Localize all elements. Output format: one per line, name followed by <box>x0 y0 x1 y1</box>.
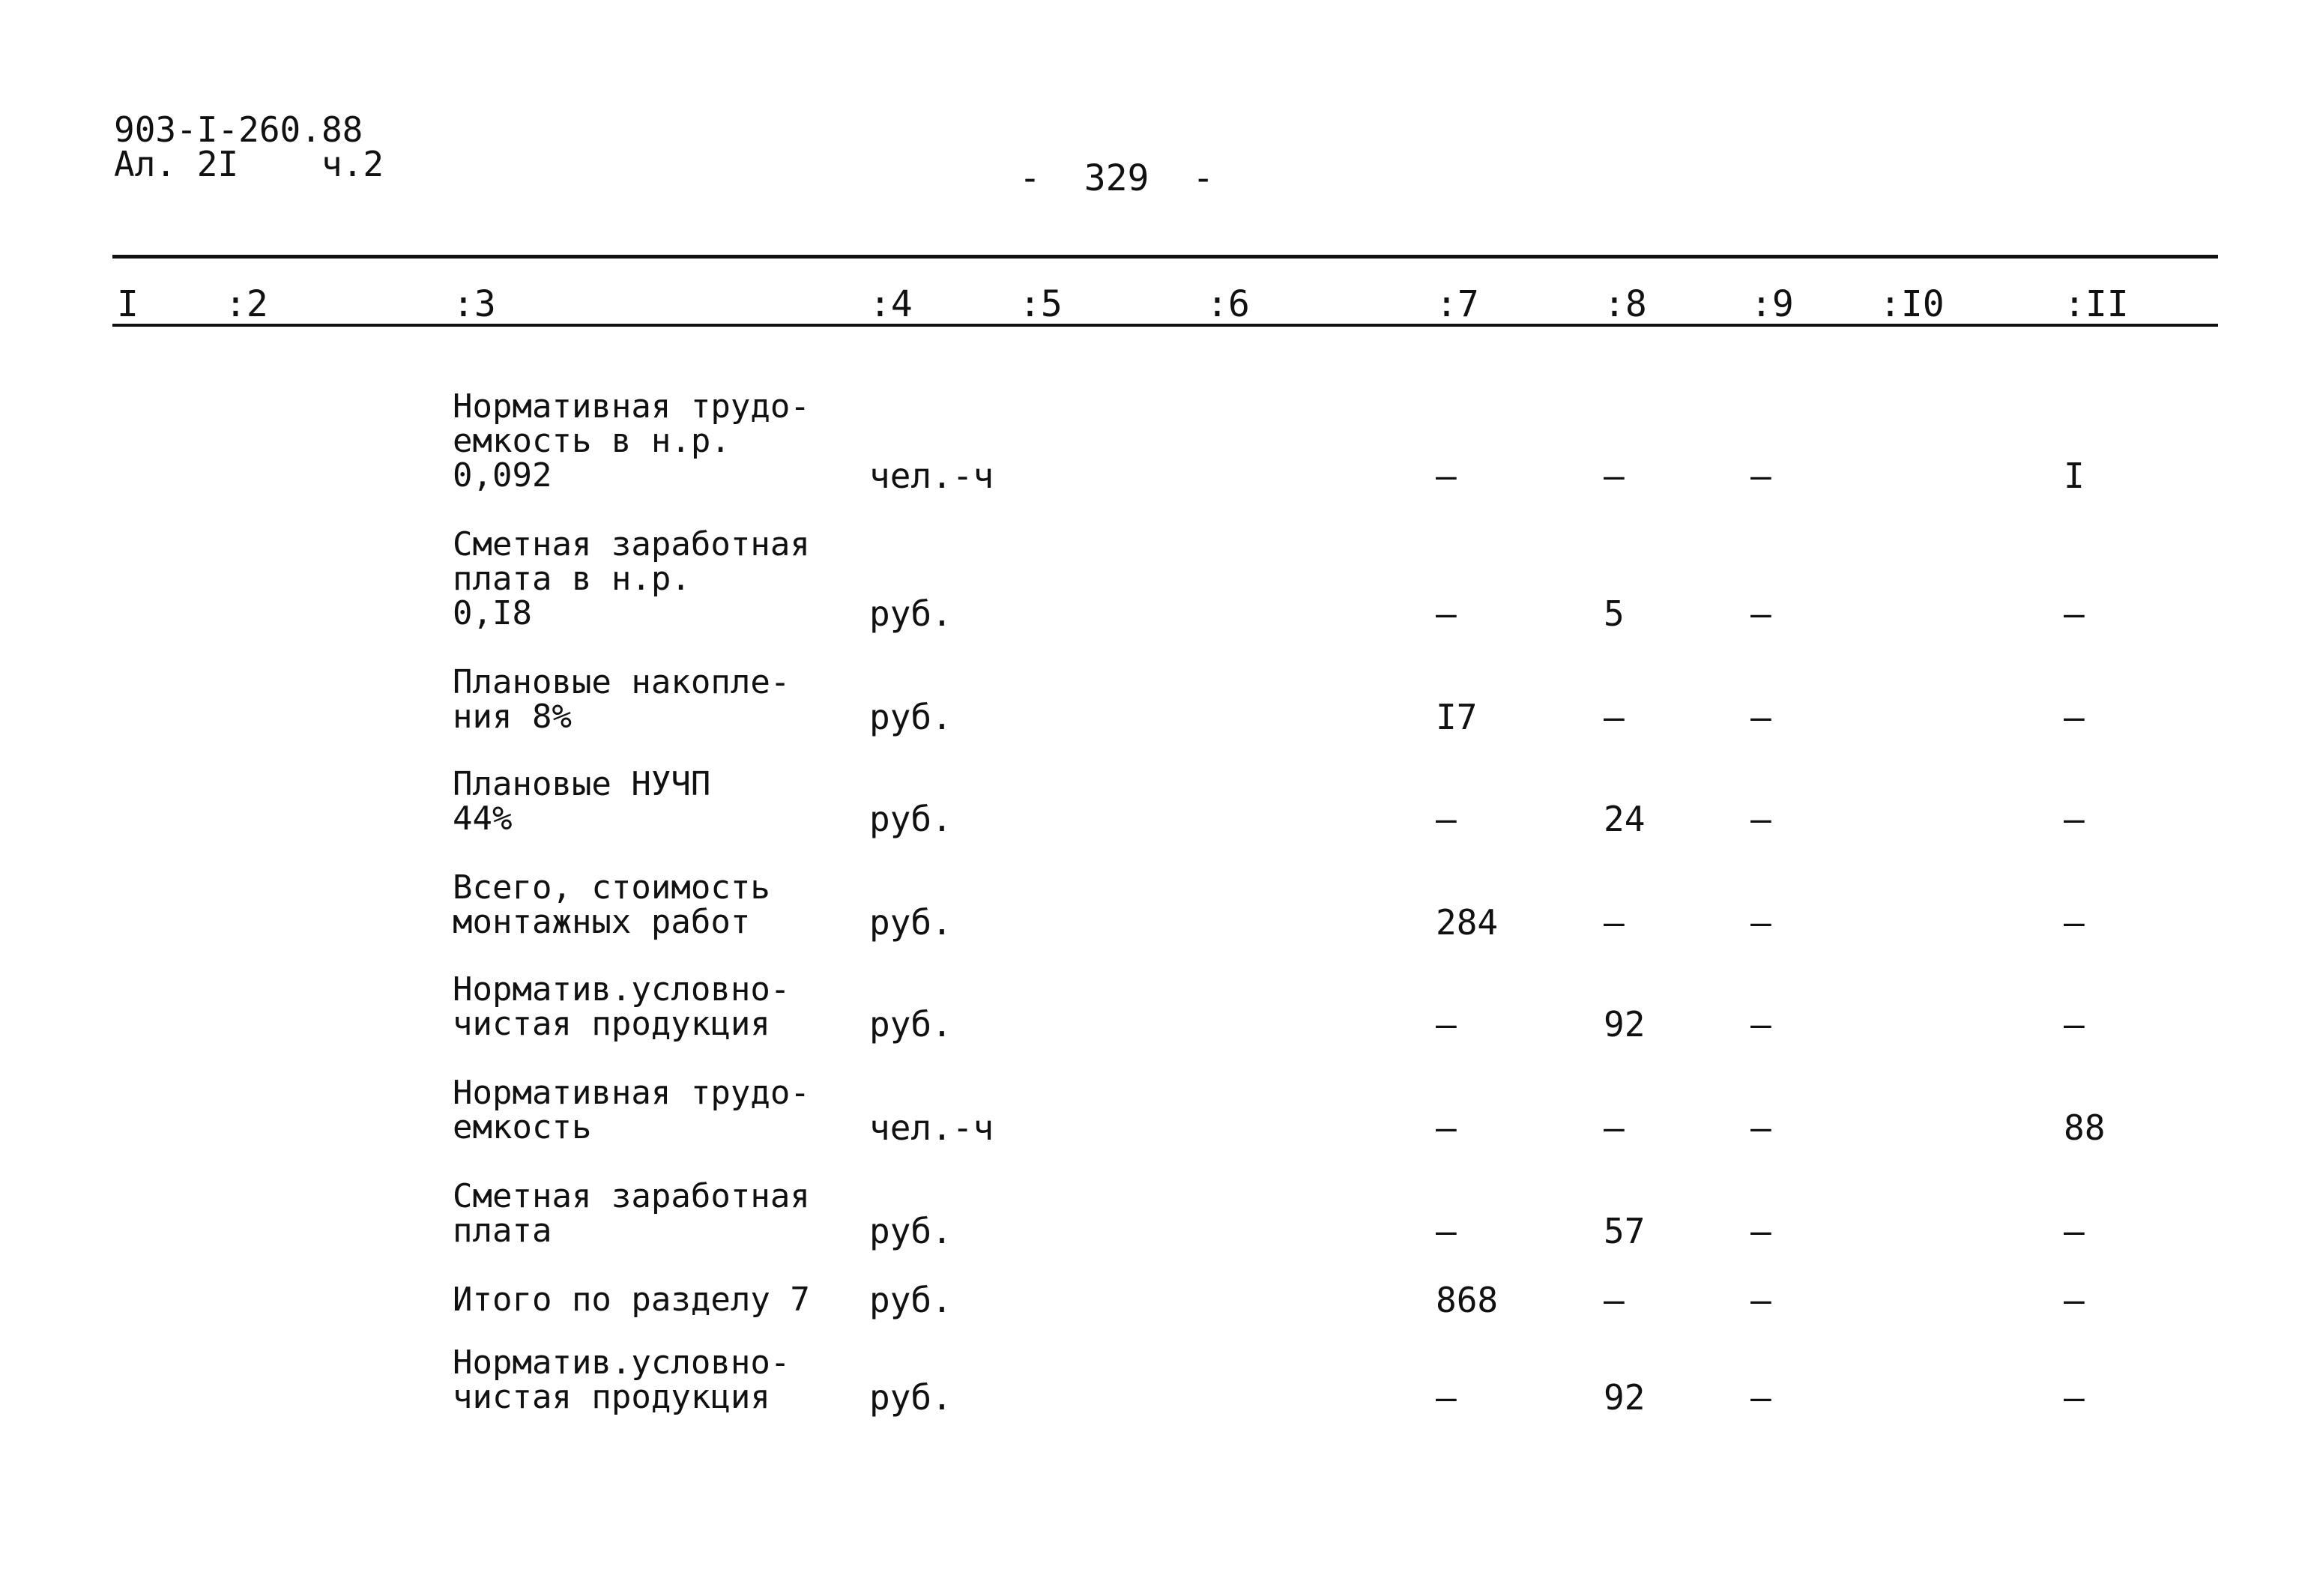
row-col11: – <box>2064 1280 2085 1320</box>
row-col9: – <box>1750 593 1771 634</box>
col-header-6: :6 <box>1206 283 1250 325</box>
row-col8: – <box>1604 456 1625 496</box>
row-col9: – <box>1750 697 1771 737</box>
row-col11: – <box>2064 1004 2085 1045</box>
page-number: - 329 - <box>1019 157 1215 199</box>
row-description: Всего, стоимость монтажных работ <box>453 868 770 941</box>
row-col11: – <box>2064 1377 2085 1418</box>
row-description: Плановые накопле- ния 8% <box>453 663 791 736</box>
row-col8: – <box>1604 697 1625 737</box>
row-col7: – <box>1436 593 1457 634</box>
sheet-line: Ал. 2I ч.2 <box>114 144 384 184</box>
col-header-3: :3 <box>453 283 496 325</box>
doc-code-line: 903-I-260.88 <box>114 109 363 150</box>
row-col7: – <box>1436 1004 1457 1045</box>
row-col7: – <box>1436 1107 1457 1148</box>
row-col8: 24 <box>1604 799 1646 839</box>
row-description: Норматив.условно- чистая продукция <box>453 1343 791 1416</box>
row-unit: руб. <box>869 1280 952 1320</box>
row-unit: чел.-ч <box>869 456 994 496</box>
row-col9: – <box>1750 456 1771 496</box>
row-col7: – <box>1436 799 1457 839</box>
row-col7: I7 <box>1436 697 1478 737</box>
col-header-11: :II <box>2064 283 2129 325</box>
row-col8: – <box>1604 1107 1625 1148</box>
table-top-rule <box>112 255 2218 259</box>
col-header-5: :5 <box>1019 283 1063 325</box>
row-col11: – <box>2064 593 2085 634</box>
row-description: Плановые НУЧП 44% <box>453 765 711 838</box>
row-col9: – <box>1750 902 1771 943</box>
row-col8: 92 <box>1604 1377 1646 1418</box>
row-col7: – <box>1436 1211 1457 1251</box>
row-col9: – <box>1750 1377 1771 1418</box>
row-col7: – <box>1436 456 1457 496</box>
row-col8: 57 <box>1604 1211 1646 1251</box>
row-description: Нормативная трудо- емкость <box>453 1074 810 1146</box>
row-col9: – <box>1750 1280 1771 1320</box>
col-header-10: :I0 <box>1879 283 1945 325</box>
row-col9: – <box>1750 1211 1771 1251</box>
row-description: Норматив.условно- чистая продукция <box>453 970 791 1043</box>
row-unit: руб. <box>869 799 952 839</box>
row-col11: I <box>2064 456 2085 496</box>
row-col7: 284 <box>1436 902 1499 943</box>
col-header-9: :9 <box>1750 283 1794 325</box>
row-col11: – <box>2064 1211 2085 1251</box>
row-col11: – <box>2064 902 2085 943</box>
row-unit: чел.-ч <box>869 1107 994 1148</box>
row-col7: – <box>1436 1377 1457 1418</box>
row-col11: – <box>2064 799 2085 839</box>
row-col9: – <box>1750 799 1771 839</box>
col-header-2: :2 <box>225 283 268 325</box>
row-description: Сметная заработная плата <box>453 1177 810 1250</box>
row-unit: руб. <box>869 1211 952 1251</box>
row-unit: руб. <box>869 1377 952 1418</box>
row-unit: руб. <box>869 1004 952 1045</box>
row-col9: – <box>1750 1107 1771 1148</box>
col-header-7: :7 <box>1436 283 1479 325</box>
row-col7: 868 <box>1436 1280 1499 1320</box>
col-header-1: I <box>117 283 139 325</box>
row-unit: руб. <box>869 697 952 737</box>
col-header-4: :4 <box>869 283 913 325</box>
row-unit: руб. <box>869 902 952 943</box>
row-col11: 88 <box>2064 1107 2106 1148</box>
row-unit: руб. <box>869 593 952 634</box>
row-col8: – <box>1604 1280 1625 1320</box>
row-col8: 92 <box>1604 1004 1646 1045</box>
document-code <box>114 109 384 184</box>
row-col8: – <box>1604 902 1625 943</box>
row-description: Нормативная трудо- емкость в н.р. 0,092 <box>453 387 810 495</box>
row-col9: – <box>1750 1004 1771 1045</box>
row-description: Сметная заработная плата в н.р. 0,I8 <box>453 525 810 632</box>
row-description: Итого по разделу 7 <box>453 1281 810 1319</box>
col-header-8: :8 <box>1604 283 1647 325</box>
row-col8: 5 <box>1604 593 1625 634</box>
row-col11: – <box>2064 697 2085 737</box>
